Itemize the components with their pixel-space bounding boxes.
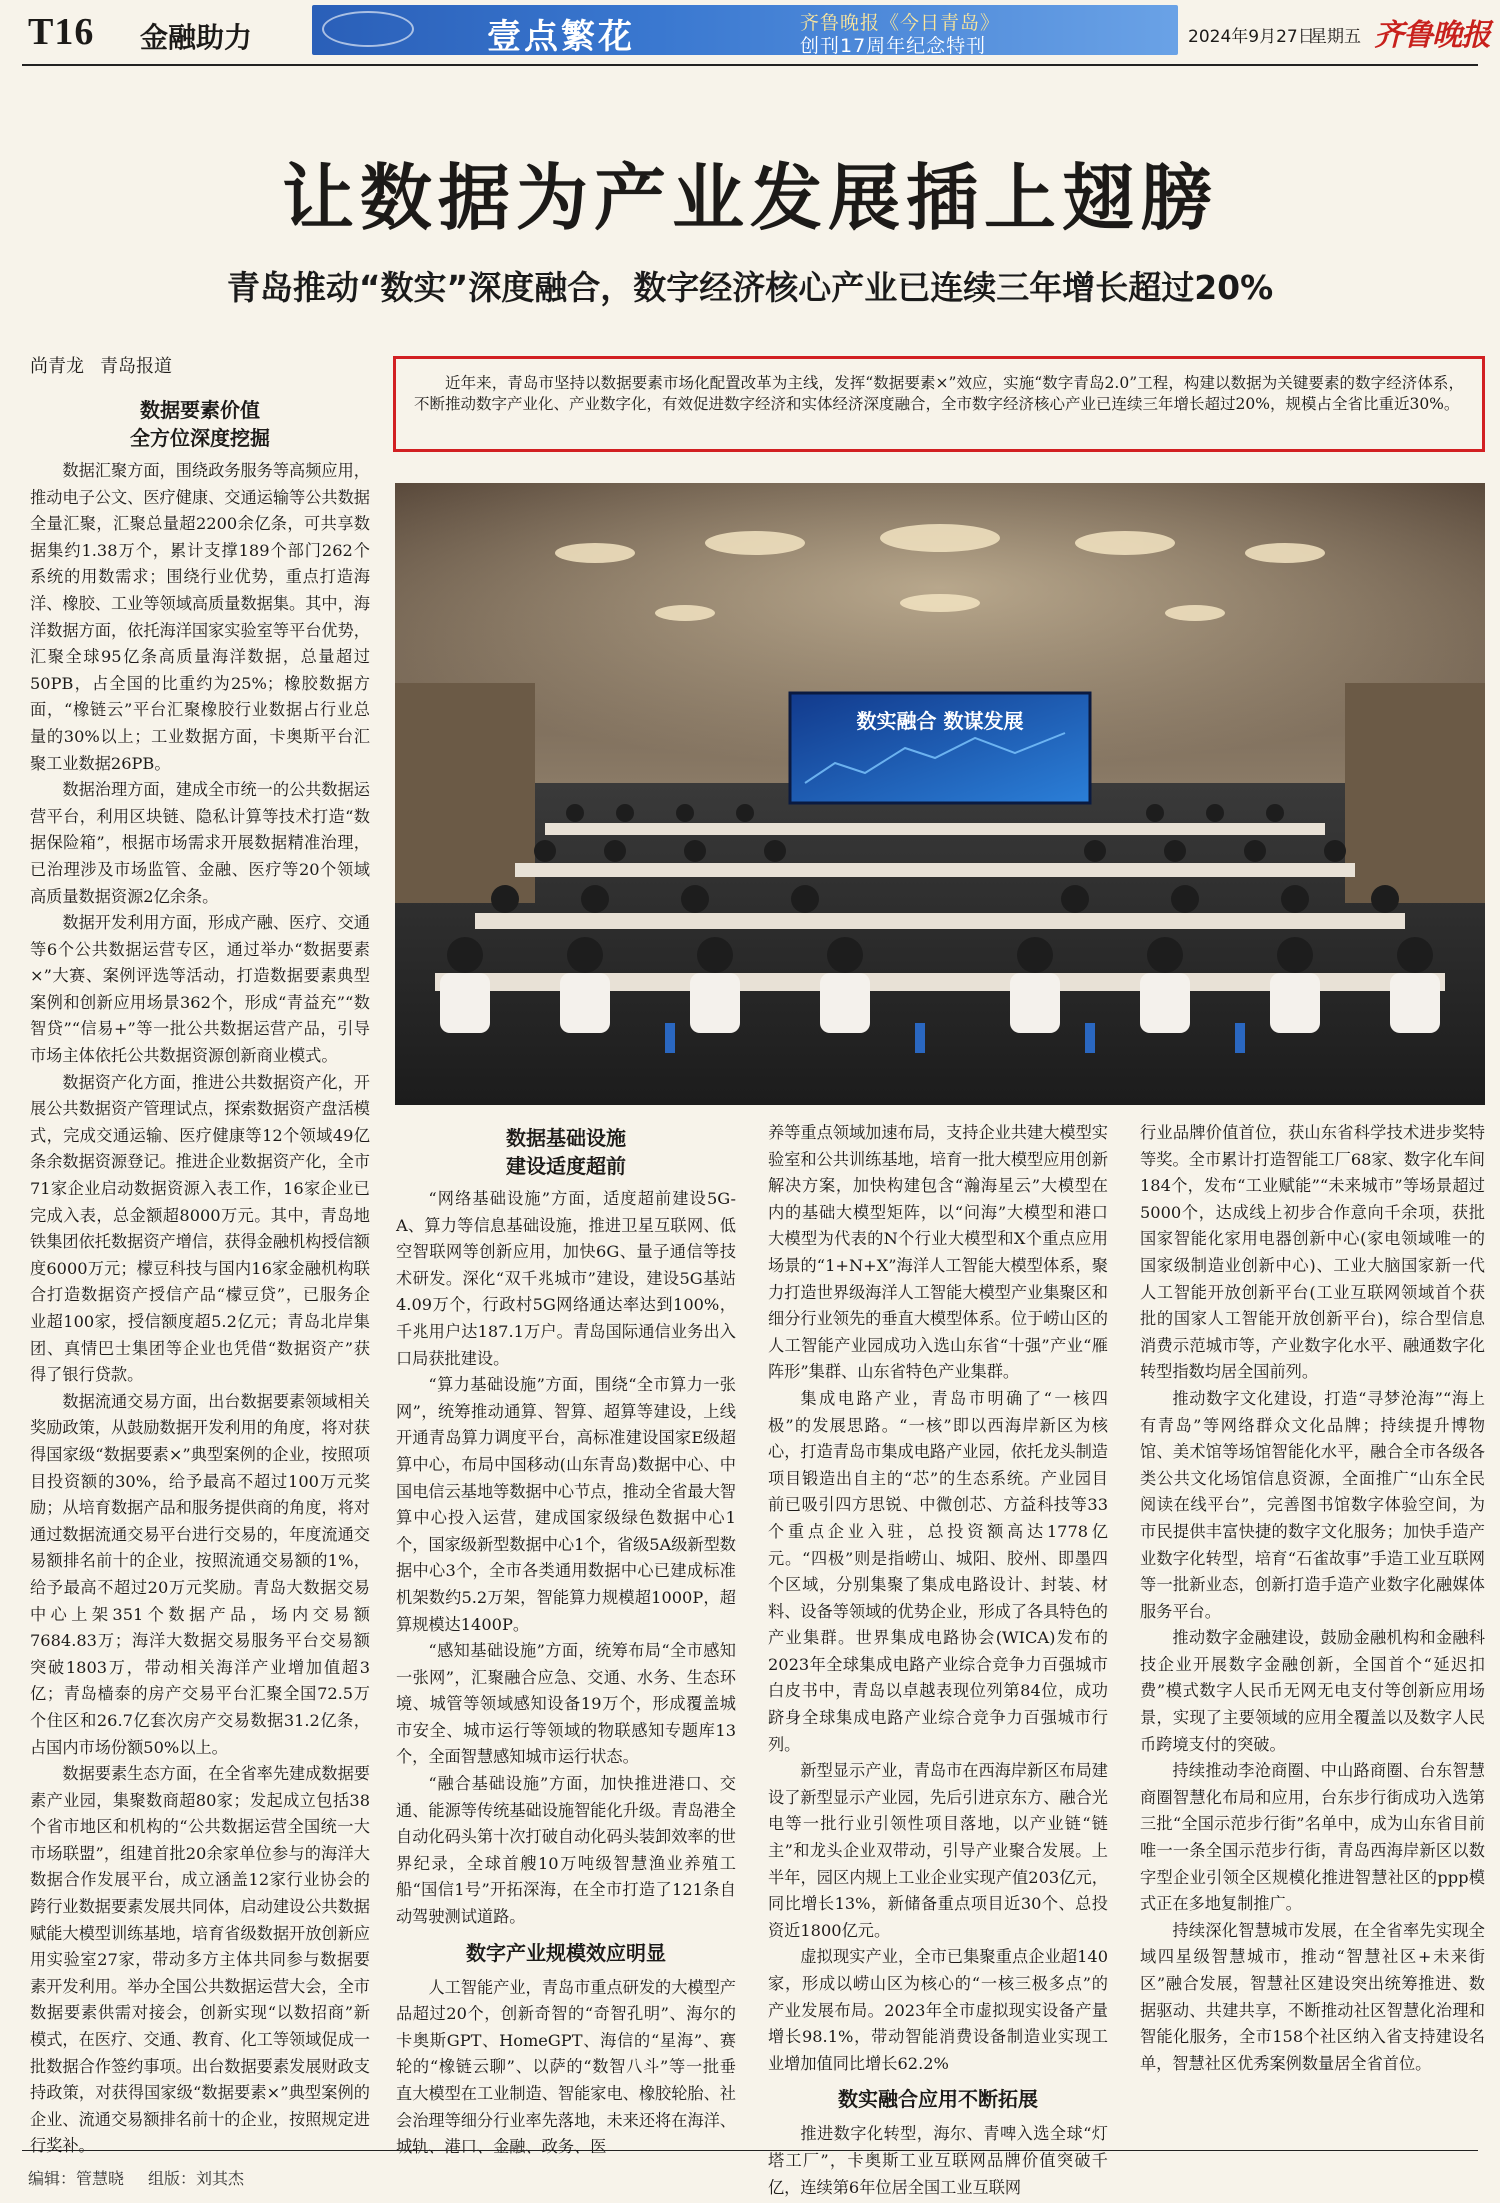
paragraph: 行业品牌价值首位，获山东省科学技术进步奖特等奖。全市累计打造智能工厂68家、数字化车间184个，发布“工业赋能”“未来城市”等场景超过5000个，达成线上初步合作意向千余项，获批国家智能化家用电器创新中心(家电领域唯一的国家级制造业创新中心)、工业大脑国家新一代人工智能开放创新平台(工业互联网领域首个获批的国家人工智能开放创新平台)，综合型信息消费示范城市等，产业数字化水平、融通数字化转型指数均居全国前列。 xyxy=(1140,1123,1485,1382)
page-number: T16 xyxy=(28,11,95,53)
paragraph: “融合基础设施”方面，加快推进港口、交通、能源等传统基础设施智能化升级。青岛港全自动化码头第十次打破自动化码头装卸效率的世界纪录，全球首艘10万吨级智慧渔业养殖工船“国信1号”开拓深海，在全市打造了121条自动驾驶测试道路。 xyxy=(396,1774,736,1927)
paragraph: 持续推动李沧商圈、中山路商圈、台东智慧商圈智慧化布局和应用，台东步行街成功入选第三批“全国示范步行街”名单中，成为山东省目前唯一一条全国示范步行街，青岛西海岸新区以数字型企业引领全区规模化推进智慧社区的ppp模式正在多地复制推广。 xyxy=(1140,1761,1485,1914)
editor-credit: 编辑：管慧晓 xyxy=(28,2169,125,2188)
column-3-subheading: 数实融合应用不断拓展 xyxy=(838,2087,1038,2112)
paragraph: 数据治理方面，建成全市统一的公共数据运营平台，利用区块链、隐私计算等技术打造“数据保险箱”，根据市场需求开展数据精准治理，已治理涉及市场监管、金融、医疗等20个领域高质量数据资源2亿余条。 xyxy=(30,780,370,906)
paragraph: 数据汇聚方面，围绕政务服务等高频应用，推动电子公文、医疗健康、交通运输等公共数据全量汇聚，汇聚总量超2200余亿条，可共享数据集约1.38万个，累计支撑189个部门262个系统的用数需求；围绕行业优势，重点打造海洋、橡胶、工业等领域高质量数据集。其中，海洋数据方面，依托海洋国家实验室等平台优势，汇聚全球95亿条高质量海洋数据，总量超过50PB，占全国的比重约为25%；橡胶数据方面，“橡链云”平台汇聚橡胶行业数据占行业总量的30%以上；工业数据方面，卡奥斯平台汇聚工业数据26PB。 xyxy=(30,461,370,773)
issue-date: 2024年9月27日 xyxy=(1188,27,1315,47)
byline-org: 青岛报道 xyxy=(100,356,172,377)
column-1-heading-line-2: 全方位深度挖掘 xyxy=(130,426,270,450)
column-2 xyxy=(396,1120,736,2157)
paragraph: 数据开发利用方面，形成产融、医疗、交通等6个公共数据运营专区，通过举办“数据要素×”大赛、案例评选等活动，打造数据要素典型案例和创新应用场景362个，形成“青益充”“数智贷”“信易+”等一批公共数据运营产品，引导市场主体依托公共数据资源创新商业模式。 xyxy=(30,913,370,1066)
paragraph: “网络基础设施”方面，适度超前建设5G-A、算力等信息基础设施，推进卫星互联网、低空智联网等创新应用，加快6G、量子通信等技术研发。深化“双千兆城市”建设，建设5G基站4.09万个，行政村5G网络通达率达到100%，千兆用户达187.1万户。青岛国际通信业务出入口局获批建设。 xyxy=(396,1189,736,1368)
paragraph: 养等重点领域加速布局，支持企业共建大模型实验室和公共训练基地，培育一批大模型应用创新解决方案，加快构建包含“瀚海星云”大模型在内的基础大模型矩阵，以“问海”大模型和港口大模型为代表的N个行业大模型和X个重点应用场景的“1+N+X”海洋人工智能大模型体系，聚力打造世界级海洋人工智能大模型产业集聚区和细分行业领先的垂直大模型体系。位于崂山区的人工智能产业园成功入选山东省“十强”产业“雁阵形”集群、山东省特色产业集群。 xyxy=(768,1123,1108,1382)
paragraph: “感知基础设施”方面，统筹布局“全市感知一张网”，汇聚融合应急、交通、水务、生态环境、城管等领域感知设备19万个，形成覆盖城市安全、城市运行等领域的物联感知专题库13个，全面智慧感知城市运行状态。 xyxy=(396,1641,736,1767)
newspaper-logo: 齐鲁晚报 xyxy=(1374,18,1490,53)
paragraph: 新型显示产业，青岛市在西海岸新区布局建设了新型显示产业园，先后引进京东方、融合光电等一批行业引领性项目落地，以产业链“链主”和龙头企业双带动，引导产业聚合发展。上半年，园区内规上工业企业实现产值203亿元，同比增长13%，新储备重点项目近30个、总投资近1800亿元。 xyxy=(768,1761,1108,1940)
column-4 xyxy=(1140,1120,1485,2132)
column-2-heading-line-2: 建设适度超前 xyxy=(506,1154,626,1178)
banner-title: 壹点繁花 xyxy=(487,17,635,57)
conference-hall-illustration xyxy=(395,483,1485,1105)
article-title: 让数据为产业发展插上翅膀 xyxy=(281,155,1218,240)
page-footer xyxy=(28,2166,244,2189)
column-2-subheading: 数字产业规模效应明显 xyxy=(466,1940,666,1965)
section-name: 金融助力 xyxy=(140,21,253,54)
byline-author: 尚青龙 xyxy=(30,356,84,377)
screen-slogan: 数实融合 数谋发展 xyxy=(856,709,1024,733)
column-2-heading xyxy=(396,1124,736,1180)
column-1 xyxy=(30,392,370,2156)
paragraph: 数据资产化方面，推进公共数据资产化，开展公共数据资产管理试点，探索数据资产盘活模式，完成交通运输、医疗健康等12个领域49亿条余数据资源登记。推进企业数据资产化，全市71家企业启动数据资源入表工作，16家企业已完成入表，总金额超8000万元。其中，青岛地铁集团依托数据资产增信，获得金融机构授信额度6000万元；檬豆科技与国内16家金融机构联合打造数据资产授信产品“檬豆贷”，已服务企业超100家，授信额度超5.2亿元；青岛北岸集团、真情巴士集团等企业也凭借“数据资产”获得了银行贷款。 xyxy=(30,1072,370,1385)
paragraph: “算力基础设施”方面，围绕“全市算力一张网”，统筹推动通算、智算、超算等建设，上线开通青岛算力调度平台，高标准建设国家E级超算中心，布局中国移动(山东青岛)数据中心、中国电信云基地等数据中心节点，推动全省最大智算中心投入运营，建成国家级绿色数据中心1个，国家级新型数据中心1个，省级5A级新型数据中心3个，全市各类通用数据中心已建成标准机架数约5.2万架，智能算力规模超1000P，超算规模达1400P。 xyxy=(396,1375,736,1634)
column-3 xyxy=(768,1120,1108,2197)
header-divider xyxy=(22,64,1478,66)
paragraph: 数据流通交易方面，出台数据要素领域相关奖励政策，从鼓励数据开发利用的角度，将对获得国家级“数据要素×”典型案例的企业，按照项目投资额的30%，给予最高不超过100万元奖励；从培育数据产品和服务提供商的角度，将对通过数据流通交易平台进行交易的，年度流通交易额排名前十的企业，按照流通交易额的1%，给予最高不超过20万元奖励。青岛大数据交易中心上架351个数据产品，场内交易额7684.83万；海洋大数据交易服务平台交易额突破1803万，带动相关海洋产业增加值超3亿；青岛樯泰的房产交易平台汇聚全国72.5万个住区和26.7亿套次房产交易数据31.2亿条，占国内市场份额50%以上。 xyxy=(30,1391,370,1757)
column-1-heading-line-1: 数据要素价值 xyxy=(140,398,260,422)
paragraph: 推进数字化转型，海尔、青啤入选全球“灯塔工厂”，卡奥斯工业互联网品牌价值突破千亿，连续第6年位居全国工业互联网 xyxy=(768,2124,1108,2197)
lead-box: 近年来，青岛市坚持以数据要素市场化配置改革为主线，发挥“数据要素×”效应，实施“数字青岛2.0”工程，构建以数据为关键要素的数字经济体系，不断推动数字产业化、产业数字化，有效促进数字经济和实体经济深度融合，全市数字经济核心产业已连续三年增长超过20%，规模占全省比重近30%。 xyxy=(393,356,1485,452)
column-2-heading-line-1: 数据基础设施 xyxy=(506,1126,626,1150)
byline xyxy=(30,352,172,378)
paragraph: 数据要素生态方面，在全省率先建成数据要素产业园，集聚数商超80家；发起成立包括38个省市地区和机构的“公共数据运营全国统一大市场联盟”，组建首批20余家单位参与的海洋大数据合作发展平台，成立涵盖12家行业协会的跨行业数据要素发展共同体，启动建设公共数据赋能大模型训练基地，培育省级数据开放创新应用实验室27家，带动多方主体共同参与数据要素开发利用。举办全国公共数据运营大会，全市数据要素供需对接会，创新实现“以数招商”新模式，在医疗、交通、教育、化工等领域促成一批数据合作签约事项。出台数据要素发展财政支持政策，对获得国家级“数据要素×”典型案例的企业、流通交易额排名前十的企业，按照规定进行奖补。 xyxy=(30,1764,370,2156)
paragraph: 虚拟现实产业，全市已集聚重点企业超140家，形成以崂山区为核心的“一核三极多点”的产业发展布局。2023年全市虚拟现实设备产量增长98.1%，带动智能消费设备制造业实现工业增加值同比增长62.2% xyxy=(768,1947,1108,2073)
article-subtitle: 青岛推动“数实”深度融合，数字经济核心产业已连续三年增长超过20% xyxy=(226,268,1274,307)
conference-photo xyxy=(395,483,1485,1105)
paragraph: 人工智能产业，青岛市重点研发的大模型产品超过20个，创新奇智的“奇智孔明”、海尔的卡奥斯GPT、HomeGPT、海信的“星海”、赛轮的“橡链云聊”、以萨的“数智八斗”等一批垂直大模型在工业制造、智能家电、橡胶轮胎、社会治理等细分行业率先落地，未来还将在海洋、城轨、港口、金融、政务、医 xyxy=(396,1977,736,2157)
footer-divider xyxy=(22,2150,1478,2151)
banner-ornament-icon xyxy=(322,11,414,47)
paragraph: 推动数字金融建设，鼓励金融机构和金融科技企业开展数字金融创新，全国首个“延迟扣费”模式数字人民币无网无电支付等创新应用场景，实现了主要领域的应用全覆盖以及数字人民币跨境支付的突破。 xyxy=(1140,1628,1485,1754)
banner-subtitle-2: 创刊17周年纪念特刊 xyxy=(800,35,987,57)
layout-credit: 组版：刘其杰 xyxy=(148,2169,245,2188)
paragraph: 持续深化智慧城市发展，在全省率先实现全域四星级智慧城市，推动“智慧社区+未来街区”融合发展，智慧社区建设突出统筹推进、数据驱动、共建共享，不断推动社区智慧化治理和智能化服务，全市158个社区纳入省支持建设名单，智慧社区优秀案例数量居全省首位。 xyxy=(1140,1920,1485,2073)
issue-weekday: 星期五 xyxy=(1310,27,1361,47)
paragraph: 推动数字文化建设，打造“寻梦沧海”“海上有青岛”等网络群众文化品牌；持续提升博物馆、美术馆等场馆智能化水平，融合全市各级各类公共文化场馆信息资源，全面推广“山东全民阅读在线平台”，完善图书馆数字体验空间，为市民提供丰富快捷的数字文化服务；加快手造产业数字化转型，培育“石雀故事”手造工业互联网等一批新业态，创新打造手造产业数字化融媒体服务平台。 xyxy=(1140,1388,1485,1621)
banner-subtitle-1: 齐鲁晚报《今日青岛》 xyxy=(800,12,1001,34)
supplement-banner xyxy=(312,5,1178,55)
column-1-heading xyxy=(30,396,370,452)
page-header xyxy=(0,0,1500,58)
paragraph: 集成电路产业，青岛市明确了“一核四极”的发展思路。“一核”即以西海岸新区为核心，打造青岛市集成电路产业园，依托龙头制造项目锻造出自主的“芯”的生态系统。产业园目前已吸引四方思锐、中微创芯、方益科技等33个重点企业入驻，总投资额高达1778亿元。“四极”则是指崂山、城阳、胶州、即墨四个区域，分别集聚了集成电路设计、封装、材料、设备等领域的优势企业，形成了各具特色的产业集群。世界集成电路协会(WICA)发布的2023年全球集成电路产业综合竞争力百强城市白皮书中，青岛以卓越表现位列第84位，成功跻身全球集成电路产业综合竞争力百强城市行列。 xyxy=(768,1388,1108,1754)
